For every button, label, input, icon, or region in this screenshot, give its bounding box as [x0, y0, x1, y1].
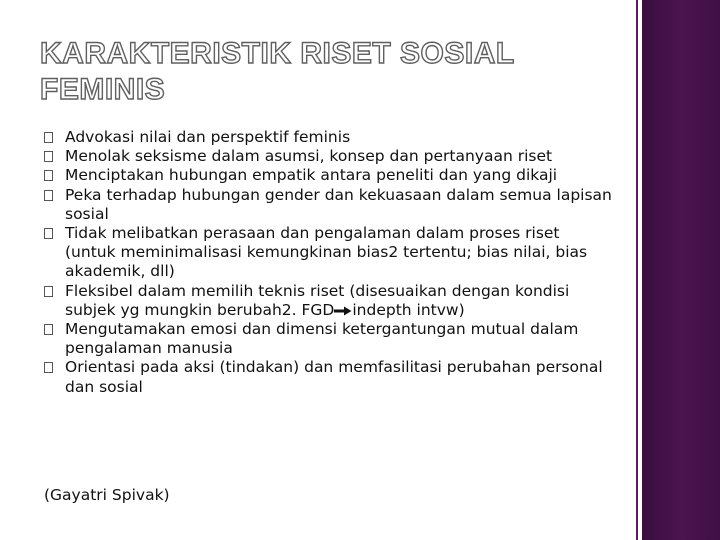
list-item	[44, 320, 614, 358]
slide-title: KARAKTERISTIK RISET SOSIAL FEMINIS	[40, 37, 515, 106]
list-item-text: Peka terhadap hubungan gender dan kekuasaan dalam semua lapisan sosial	[65, 185, 612, 223]
bullet-icon	[44, 132, 53, 143]
list-item	[44, 147, 614, 166]
characteristics-list	[44, 128, 614, 397]
list-item	[44, 166, 614, 185]
bullet-icon	[44, 190, 53, 201]
list-item-text-after: indepth intvw)	[352, 300, 465, 319]
bullet-icon	[44, 362, 53, 373]
list-item	[44, 128, 614, 147]
list-item	[44, 358, 614, 396]
bullet-icon	[44, 228, 53, 239]
right-arrow-icon	[334, 306, 352, 316]
list-item-text: Orientasi pada aksi (tindakan) dan memfasilitasi perubahan personal dan sosial	[65, 358, 603, 396]
list-item	[44, 282, 614, 320]
list-item-text: Tidak melibatkan perasaan dan pengalaman dalam proses riset (untuk meminimalisasi kemungkinan bias2 tertentu; bias nilai, bias akademik, dll)	[65, 224, 588, 281]
bullet-icon	[44, 324, 53, 335]
list-item-text: Mengutamakan emosi dan dimensi ketergantungan mutual dalam pengalaman manusia	[65, 320, 579, 358]
list-item-text: Menolak seksisme dalam asumsi, konsep dan pertanyaan riset	[65, 147, 553, 166]
bullet-icon	[44, 151, 53, 162]
accent-band	[642, 0, 720, 540]
accent-divider	[636, 0, 638, 540]
source-citation: (Gayatri Spivak)	[44, 486, 170, 504]
bullet-icon	[44, 170, 53, 181]
list-item-text: Advokasi nilai dan perspektif feminis	[65, 128, 351, 146]
bullet-icon	[44, 286, 53, 297]
list-item-text-before: Fleksibel dalam memilih teknis riset (disesuaikan dengan kondisi subjek yg mungkin berubah2. FGD	[65, 281, 570, 319]
list-item	[44, 224, 614, 282]
list-item-text: Menciptakan hubungan empatik antara peneliti dan yang dikaji	[65, 166, 558, 185]
list-item	[44, 186, 614, 224]
